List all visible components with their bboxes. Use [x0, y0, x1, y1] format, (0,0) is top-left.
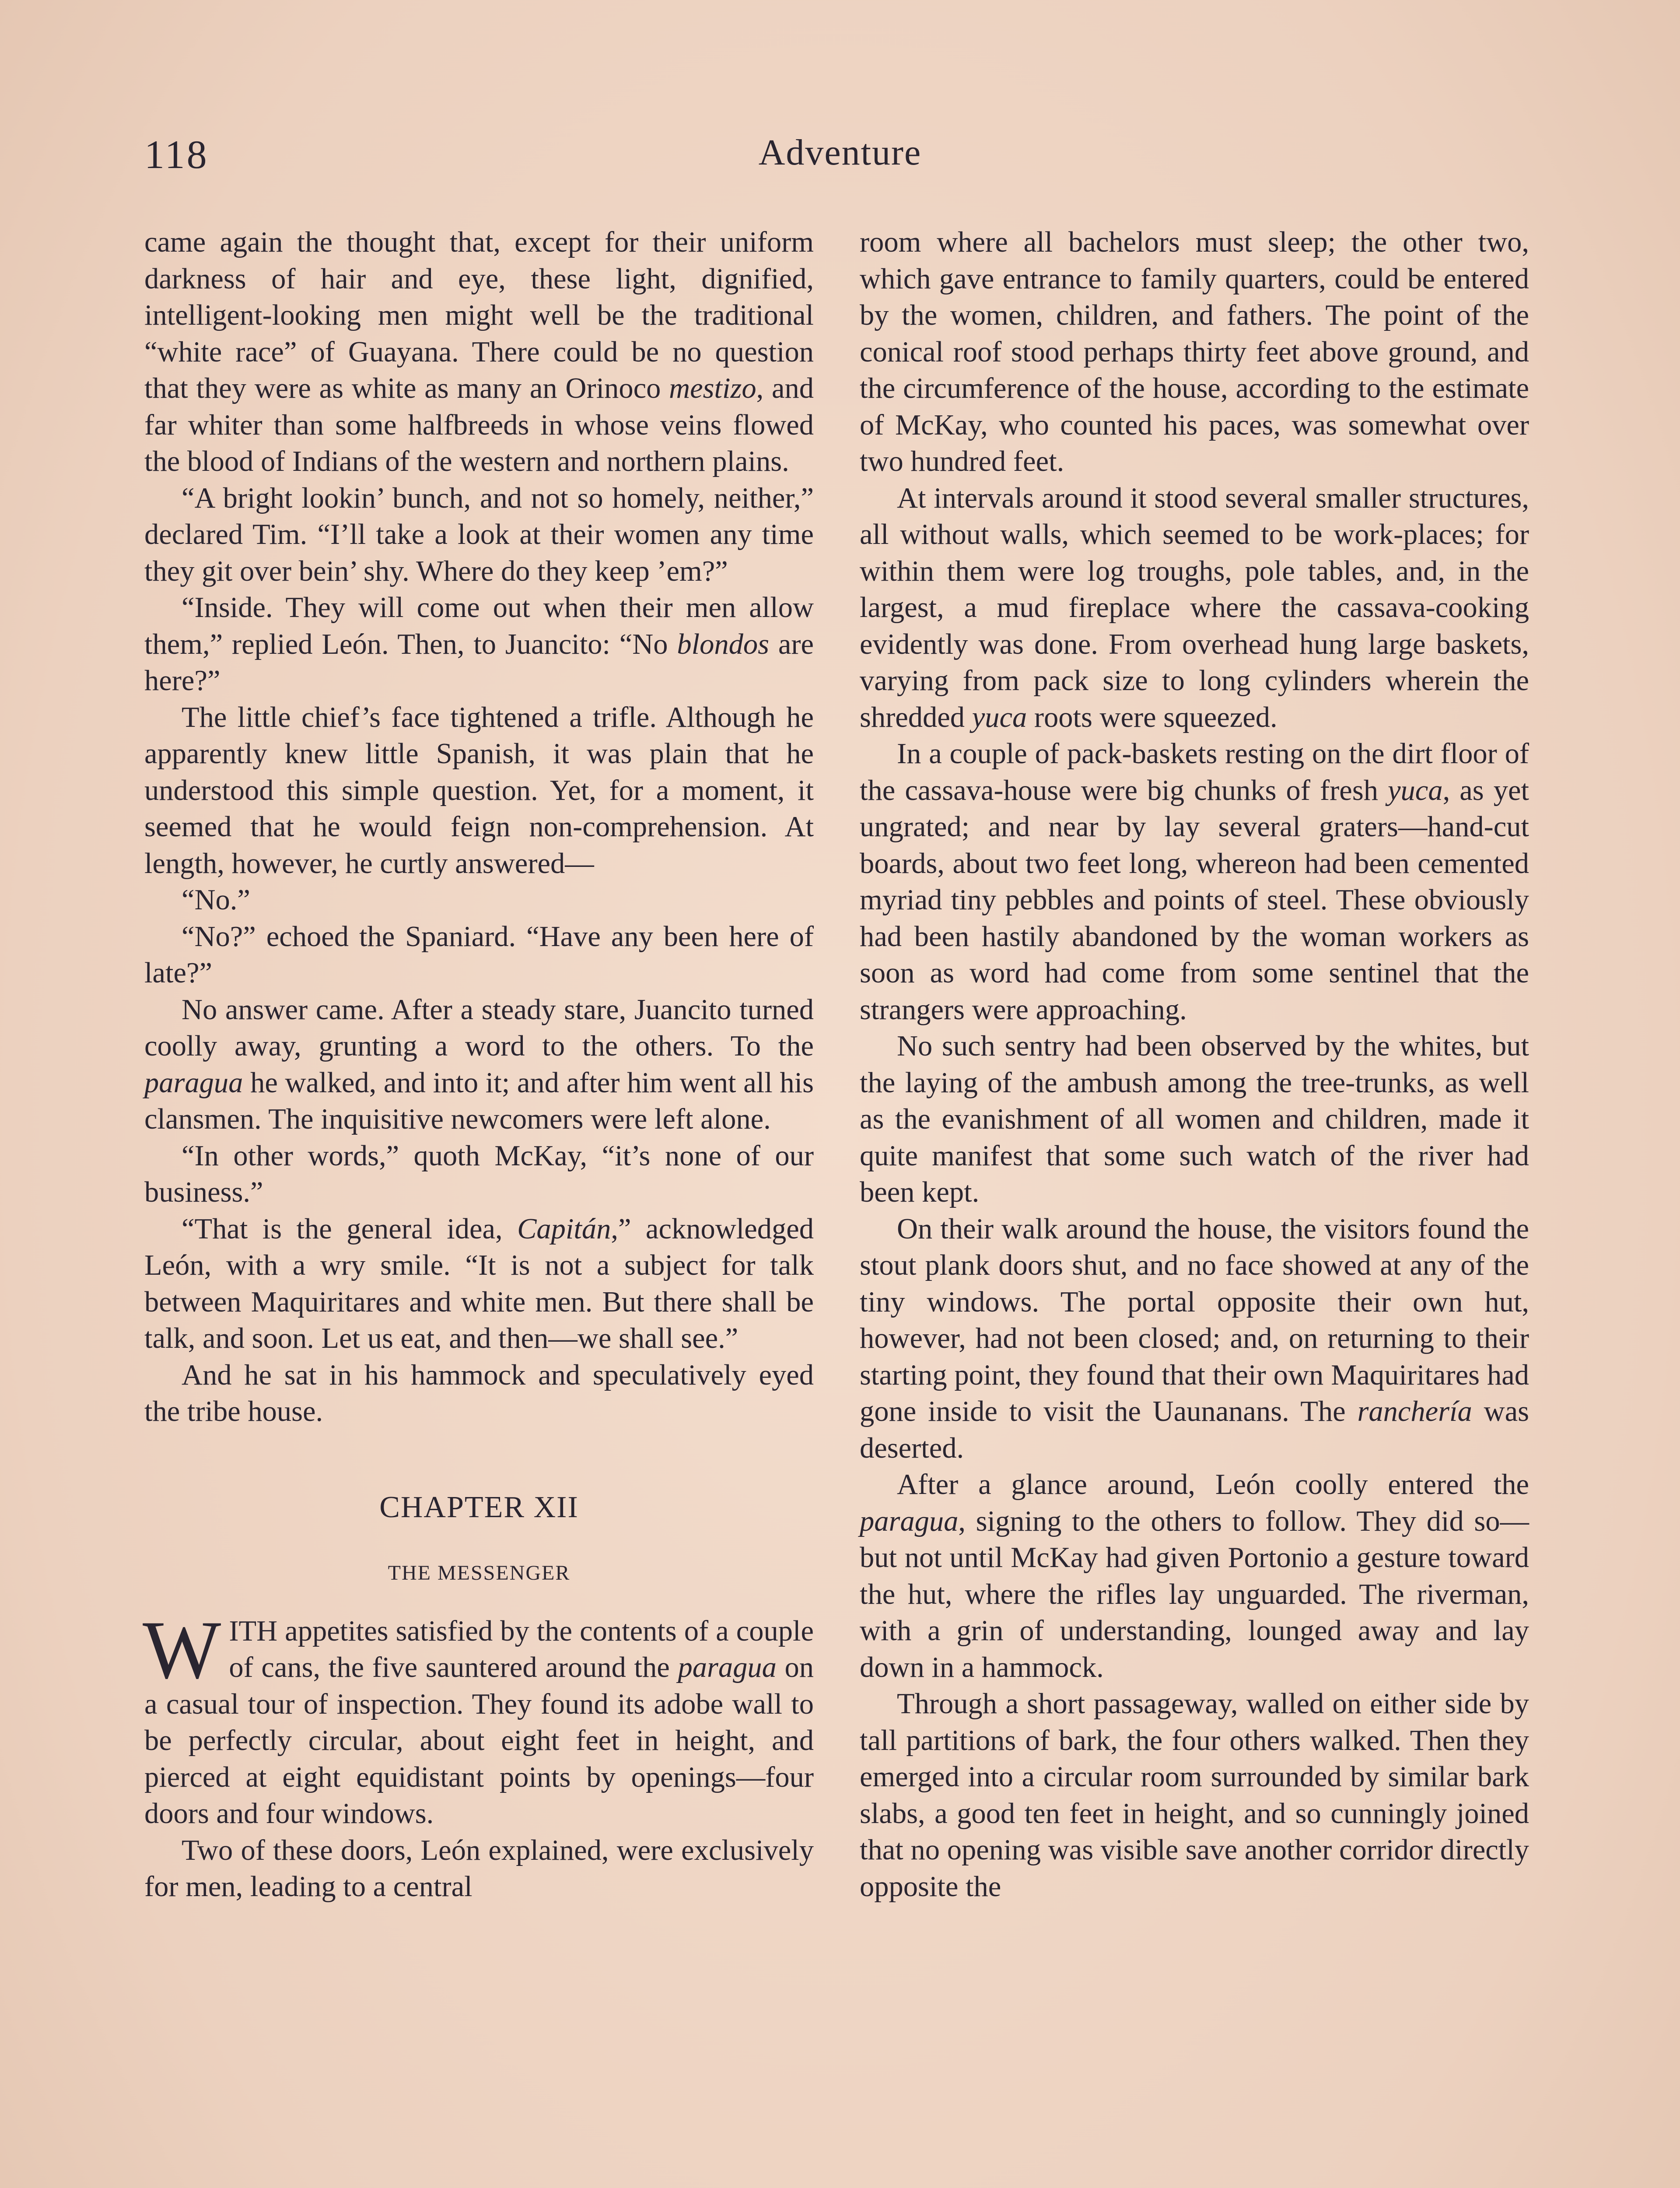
paragraph: came again the thought that, except for their uniform darkness of hair and eye, these light, dignified, intelligent-looking men might well be the traditional “white race” of Guayana. There could be no question that they were as white as many an Orinoco mestizo, and far whiter than some halfbreeds in whose veins flowed the blood of Indians of the western and northern plains. [144, 226, 814, 477]
page-number: 118 [144, 132, 209, 177]
paragraph: “No?” echoed the Spaniard. “Have any been here of late?” [144, 920, 814, 989]
paragraph: Through a short passageway, walled on either side by tall partitions of bark, the four others walked. Then they emerged into a circular room surrounded by similar bark slabs, a good ten feet in height, and so cunningly joined that no opening was visible save another corridor directly opposite the [860, 1688, 1529, 1903]
paragraph: “That is the general idea, Capitán,” acknowledged León, with a wry smile. “It is not a subject for talk between Maquiritares and white men. But there shall be talk, and soon. Let us eat, and then—we shall see.” [144, 1213, 814, 1354]
paragraph: “Inside. They will come out when their men allow them,” replied León. Then, to Juancito: “No blondos are here?” [144, 592, 814, 697]
chapter-subtitle: THE MESSENGER [388, 1561, 570, 1585]
paragraph: “In other words,” quoth McKay, “it’s none of our business.” [144, 1140, 814, 1208]
drop-cap: W [143, 1604, 221, 1696]
paragraph: WITH appetites satisfied by the contents of a couple of cans, the five sauntered around the paragua on a casual tour of inspection. They found its adobe wall to be perfectly circular, about eight feet in height, and pierced at eight equidistant points by openings—four doors and four windows. [143, 1604, 814, 1830]
chapter-heading: CHAPTER XII [379, 1490, 579, 1524]
paragraph: The little chief’s face tightened a trifle. Although he apparently knew little Spanish, it was plain that he understood this simple question. Yet, for a moment, it seemed that he would feign non-comprehension. At length, however, he curtly answered— [144, 701, 814, 880]
paragraph: room where all bachelors must sleep; the other two, which gave entrance to family quarters, could be entered by the women, children, and fathers. The point of the conical roof stood perhaps thirty feet above ground, and the circumference of the house, according to the estimate of McKay, who counted his paces, was somewhat over two hundred feet. [860, 226, 1529, 477]
paragraph: And he sat in his hammock and speculatively eyed the tribe house. [144, 1359, 814, 1427]
right-column [860, 224, 1529, 1905]
paragraph: Two of these doors, León explained, were exclusively for men, leading to a central [144, 1834, 814, 1903]
page-header [144, 131, 1536, 188]
paragraph: After a glance around, León coolly entered the paragua, signing to the others to follow. They did so—but not until McKay had given Portonio a gesture toward the hut, where the rifles lay unguarded. The riverman, with a grin of understanding, lounged away and lay down in a hammock. [860, 1469, 1529, 1683]
paragraph: “A bright lookin’ bunch, and not so homely, neither,” declared Tim. “I’ll take a look at their women any time they git over bein’ shy. Where do they keep ’em?” [144, 482, 814, 587]
paragraph: In a couple of pack-baskets resting on the dirt floor of the cassava-house were big chunks of fresh yuca, as yet ungrated; and near by lay several graters—hand-cut boards, about two feet long, whereon had been cemented myriad tiny pebbles and points of steel. These obviously had been hastily abandoned by the woman workers as soon as word had come from some sentinel that the strangers were approaching. [860, 738, 1529, 1026]
paragraph: “No.” [182, 884, 250, 916]
paragraph: On their walk around the house, the visitors found the stout plank doors shut, and no face showed at any of the tiny windows. The portal opposite their own hut, however, had not been closed; and, on returning to their starting point, they found that their own Maquiritares had gone inside to visit the Uaunanans. The ranchería was deserted. [860, 1213, 1529, 1464]
paragraph: At intervals around it stood several smaller structures, all without walls, which seemed to be work-places; for within them were log troughs, pole tables, and, in the largest, a mud fireplace where the cassava-cooking evidently was done. From overhead hung large baskets, varying from pack size to long cylinders wherein the shredded yuca roots were squeezed. [860, 482, 1529, 733]
running-title: Adventure [758, 132, 922, 173]
paragraph: No answer came. After a steady stare, Juancito turned coolly away, grunting a word to the others. To the paragua he walked, and into it; and after him went all his clansmen. The inquisitive newcomers were left alone. [144, 993, 814, 1135]
paragraph: No such sentry had been observed by the whites, but the laying of the ambush among the tree-trunks, as well as the evanishment of all women and children, made it quite manifest that some such watch of the river had been kept. [860, 1030, 1529, 1208]
left-column [144, 224, 814, 1905]
